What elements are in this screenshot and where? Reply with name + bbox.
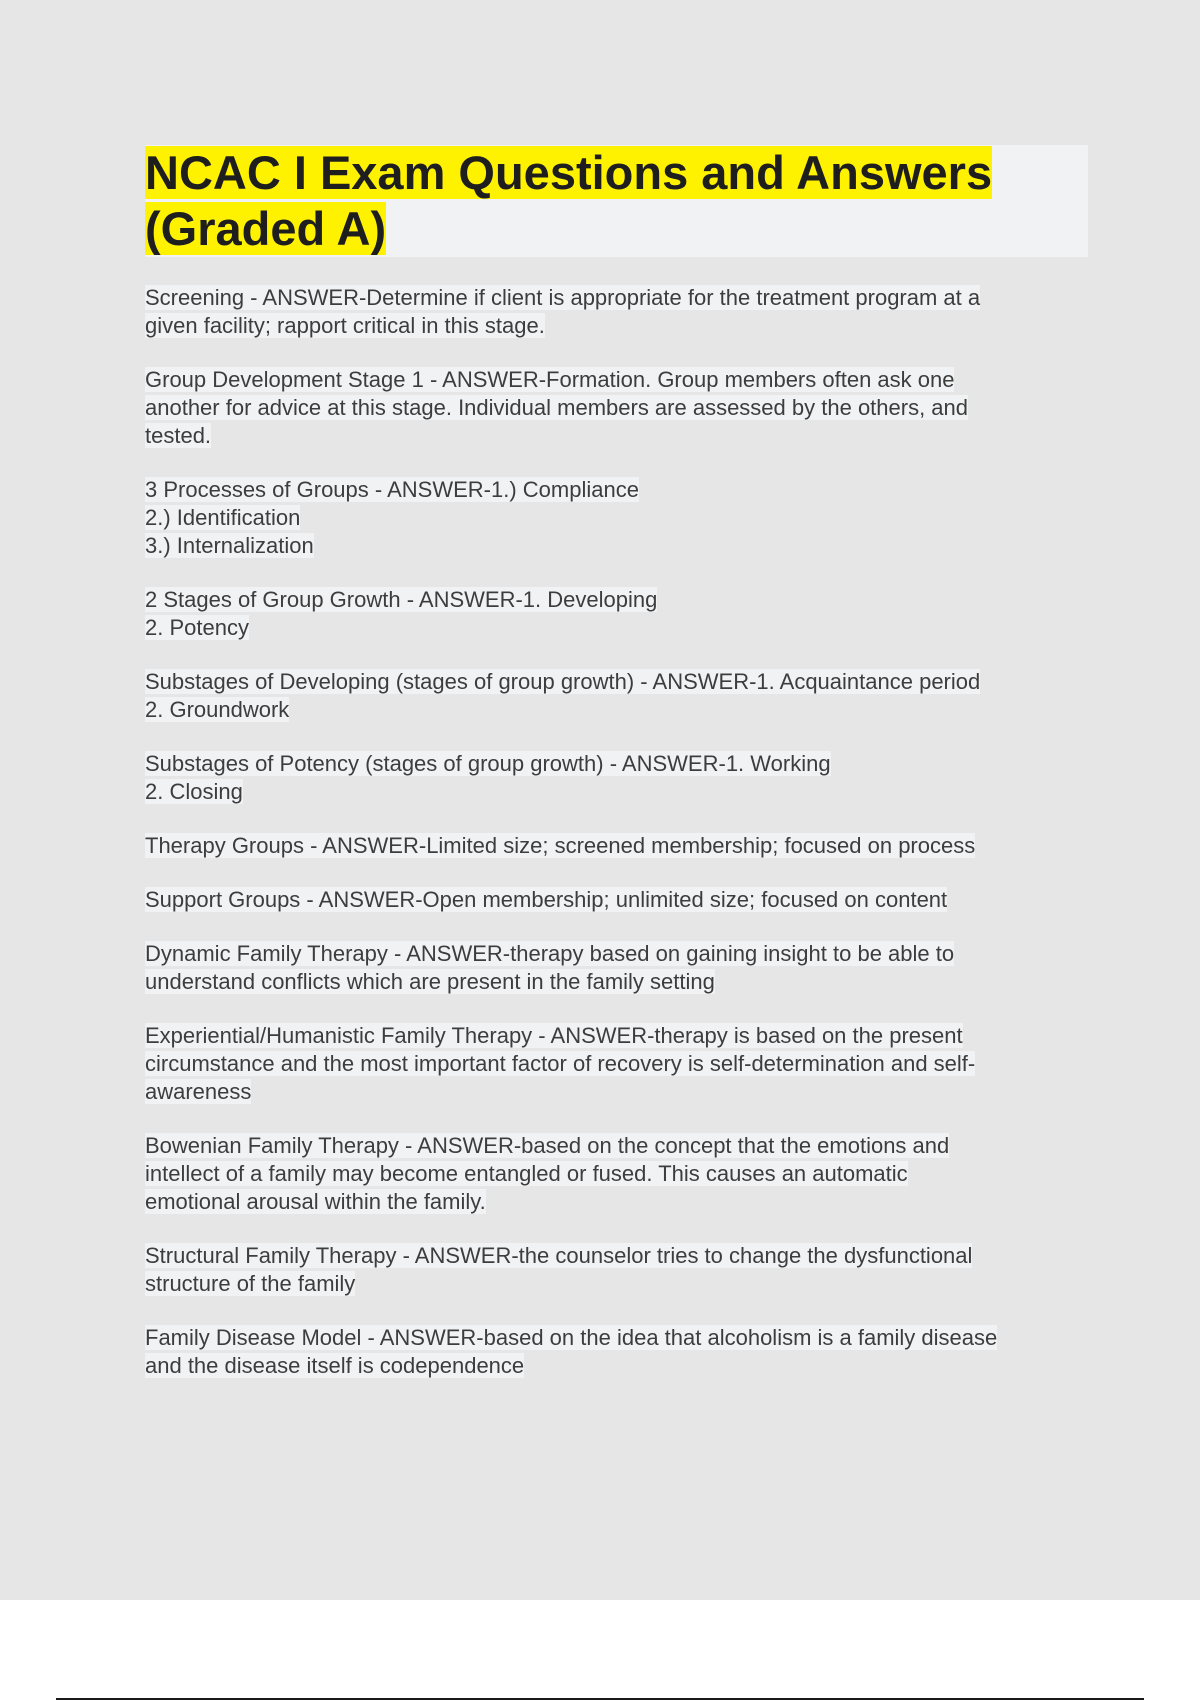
- title-line-1: NCAC I Exam Questions and Answers: [145, 146, 993, 199]
- qa-text-line: awareness: [145, 1079, 252, 1104]
- title-block: [145, 145, 1088, 257]
- qa-text-line: 2 Stages of Group Growth - ANSWER-1. Developing: [145, 587, 658, 612]
- qa-text-line: 2. Closing: [145, 779, 243, 804]
- qa-text-line: another for advice at this stage. Individual members are assessed by the others, and: [145, 395, 969, 420]
- qa-text-line: intellect of a family may become entangled or fused. This causes an automatic: [145, 1161, 908, 1186]
- qa-text-line: Structural Family Therapy - ANSWER-the counselor tries to change the dysfunctional: [145, 1243, 973, 1268]
- qa-text-line: 3.) Internalization: [145, 533, 314, 558]
- qa-text-line: tested.: [145, 423, 212, 448]
- qa-text-line: Substages of Developing (stages of group growth) - ANSWER-1. Acquaintance period: [145, 669, 981, 694]
- qa-text-line: Family Disease Model - ANSWER-based on the idea that alcoholism is a family disease: [145, 1325, 998, 1350]
- qa-text-line: Therapy Groups - ANSWER-Limited size; screened membership; focused on process: [145, 833, 976, 858]
- qa-text-line: understand conflicts which are present in the family setting: [145, 969, 715, 994]
- page-title: [145, 145, 1088, 257]
- qa-entry-substages-of-potency: [145, 750, 1090, 806]
- qa-text-line: 3 Processes of Groups - ANSWER-1.) Compliance: [145, 477, 639, 502]
- qa-entry-group-development-stage-1: [145, 366, 1090, 450]
- qa-entry-dynamic-family-therapy: [145, 940, 1090, 996]
- qa-text-line: given facility; rapport critical in this stage.: [145, 313, 545, 338]
- qa-text-line: circumstance and the most important factor of recovery is self-determination and self-: [145, 1051, 976, 1076]
- qa-entry-support-groups: [145, 886, 1090, 914]
- qa-list: [145, 284, 1090, 1406]
- qa-text-line: Dynamic Family Therapy - ANSWER-therapy based on gaining insight to be able to: [145, 941, 955, 966]
- qa-text-line: structure of the family: [145, 1271, 356, 1296]
- qa-entry-processes-of-groups: [145, 476, 1090, 560]
- qa-text-line: Support Groups - ANSWER-Open membership; unlimited size; focused on content: [145, 887, 948, 912]
- qa-text-line: Screening - ANSWER-Determine if client is appropriate for the treatment program at a: [145, 285, 981, 310]
- qa-text-line: Experiential/Humanistic Family Therapy - ANSWER-therapy is based on the present: [145, 1023, 963, 1048]
- qa-entry-experiential-family-therapy: [145, 1022, 1090, 1106]
- qa-entry-structural-family-therapy: [145, 1242, 1090, 1298]
- qa-text-line: 2. Groundwork: [145, 697, 290, 722]
- qa-entry-stages-of-group-growth: [145, 586, 1090, 642]
- qa-entry-screening: [145, 284, 1090, 340]
- qa-entry-substages-of-developing: [145, 668, 1090, 724]
- qa-text-line: 2.) Identification: [145, 505, 301, 530]
- title-line-2: (Graded A): [145, 202, 387, 255]
- qa-text-line: and the disease itself is codependence: [145, 1353, 525, 1378]
- qa-entry-therapy-groups: [145, 832, 1090, 860]
- qa-text-line: 2. Potency: [145, 615, 249, 640]
- qa-text-line: Substages of Potency (stages of group growth) - ANSWER-1. Working: [145, 751, 831, 776]
- qa-text-line: Group Development Stage 1 - ANSWER-Formation. Group members often ask one: [145, 367, 955, 392]
- qa-entry-bowenian-family-therapy: [145, 1132, 1090, 1216]
- qa-entry-family-disease-model: [145, 1324, 1090, 1380]
- qa-text-line: Bowenian Family Therapy - ANSWER-based on the concept that the emotions and: [145, 1133, 950, 1158]
- qa-text-line: emotional arousal within the family.: [145, 1189, 486, 1214]
